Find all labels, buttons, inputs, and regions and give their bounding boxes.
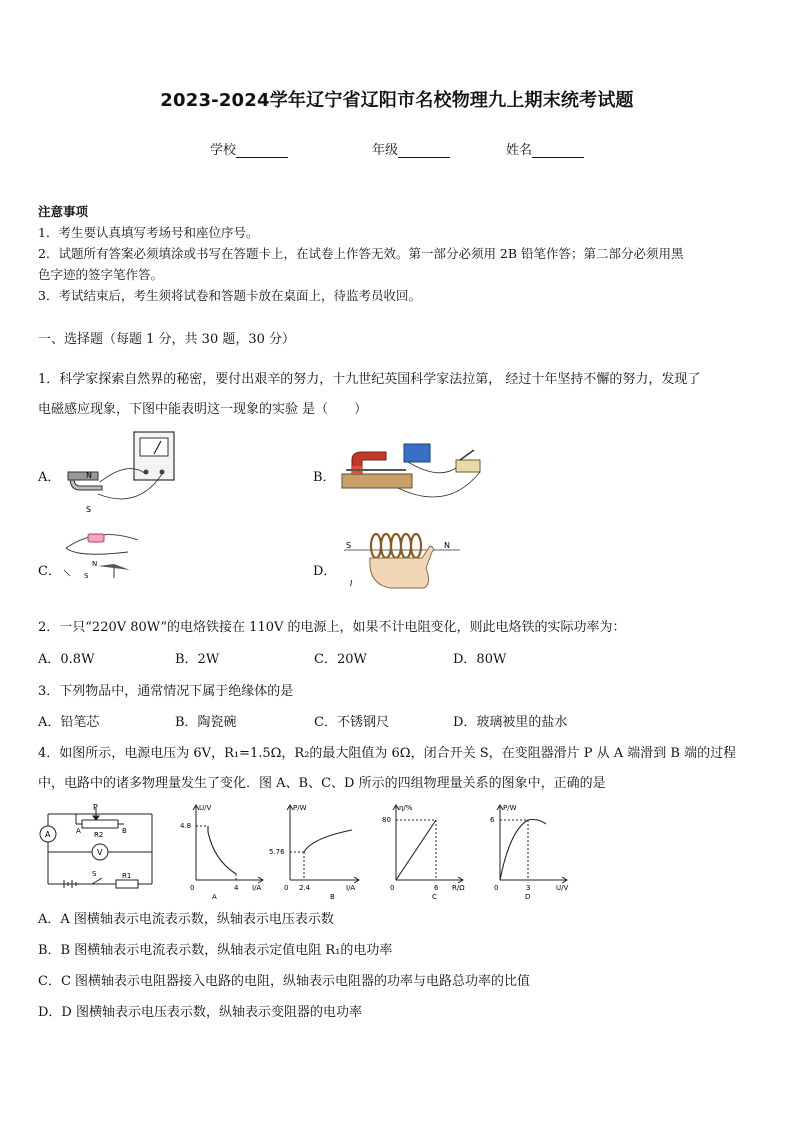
- section-heading: 一、选择题（每题 1 分，共 30 题，30 分）: [38, 332, 296, 347]
- ammeter-label: A: [45, 830, 51, 839]
- q4-stem-line2: 中，电路中的诸多物理量发生了变化．图 A、B、C、D 所示的四组物理量关系的图象中，正确的是: [38, 776, 606, 791]
- q3-stem: 3．下列物品中，通常情况下属于绝缘体的是: [38, 684, 294, 699]
- graph-d-origin: 0: [494, 884, 499, 892]
- q1-stem-line2: 电磁感应现象，下图中能表明这一现象的实验 是（ ）: [38, 402, 368, 417]
- graph-d-caption: D: [525, 893, 531, 900]
- graph-c-origin: 0: [390, 884, 395, 892]
- note-item: 色字迹的签字笔作答。: [38, 267, 164, 282]
- q3-option-b[interactable]: B．陶瓷碗: [175, 715, 237, 730]
- circuit-r1-label: R1: [122, 872, 132, 880]
- graph-b-ylabel: P/W: [293, 804, 307, 812]
- graph-c-ylabel: η/%: [399, 804, 413, 812]
- q2-option-a[interactable]: A．0.8W: [38, 652, 95, 667]
- q4-option-a[interactable]: A．A 图横轴表示电流表示数，纵轴表示电压表示数: [38, 912, 334, 927]
- graph-c-xtick: 6: [434, 884, 439, 892]
- graph-b-caption: B: [330, 893, 335, 900]
- q2-option-c[interactable]: C．20W: [314, 652, 367, 667]
- graph-a-caption: A: [212, 893, 217, 900]
- circuit-a-label: A: [76, 827, 81, 835]
- q2-option-b[interactable]: B．2W: [175, 652, 220, 667]
- q1-stem-line1: 1．科学家探索自然界的秘密，要付出艰辛的努力，十九世纪英国科学家法拉第， 经过十年坚持不懈的努力，发现了: [38, 372, 701, 387]
- circuit-r2-label: R2: [94, 831, 104, 839]
- q4-stem-line1: 4．如图所示，电源电压为 6V，R₁=1.5Ω，R₂的最大阻值为 6Ω，闭合开关 S，在变阻器滑片 P 从 A 端滑到 B 端的过程: [38, 746, 737, 761]
- name-field[interactable]: [506, 139, 584, 158]
- q4-graph-a: [178, 800, 274, 900]
- circuit-b-label: B: [122, 827, 127, 835]
- q1-option-d[interactable]: D．: [313, 564, 337, 579]
- note-item: 1．考生要认真填写考场号和座位序号。: [38, 225, 259, 240]
- coil-s-label: S: [346, 541, 352, 550]
- q1-figure-b: [338, 440, 488, 506]
- graph-d-ylabel: P/W: [503, 804, 517, 812]
- graph-a-xlabel: I/A: [252, 884, 262, 892]
- graph-b-origin: 0: [284, 884, 289, 892]
- q3-option-c[interactable]: C．不锈钢尺: [314, 715, 389, 730]
- circuit-s-label: S: [92, 870, 97, 878]
- q1-option-c[interactable]: C．: [38, 564, 61, 579]
- q4-option-c[interactable]: C．C 图横轴表示电阻器接入电路的电阻，纵轴表示电阻器的功率与电路总功率的比值: [38, 974, 531, 989]
- notes-heading: 注意事项: [38, 204, 89, 219]
- q4-circuit-diagram: [36, 800, 158, 892]
- graph-c-ytick: 80: [382, 816, 391, 824]
- q4-option-b[interactable]: B．B 图横轴表示电流表示数，纵轴表示定值电阻 R₁的电功率: [38, 943, 393, 958]
- graph-a-origin: 0: [190, 884, 195, 892]
- circuit-p-label: P: [93, 803, 98, 812]
- name-label: 姓名: [506, 143, 533, 158]
- graph-a-ylabel: U/V: [199, 804, 212, 812]
- grade-label: 年级: [372, 143, 399, 158]
- q1-figure-c: [58, 526, 158, 584]
- needle-s-label: S: [84, 572, 89, 580]
- q3-option-d[interactable]: D．玻璃被里的盐水: [453, 715, 568, 730]
- graph-b-xtick: 2.4: [299, 884, 311, 892]
- note-item: 2．试题所有答案必须填涂或书写在答题卡上，在试卷上作答无效。第一部分必须用 2B 铅笔作答；第二部分必须用黑: [38, 246, 684, 261]
- graph-b-ytick: 5.76: [269, 848, 285, 856]
- q1-figure-d: [340, 528, 464, 592]
- q3-option-a[interactable]: A．铅笔芯: [38, 715, 100, 730]
- voltmeter-label: V: [97, 848, 103, 857]
- note-item: 3．考试结束后，考生须将试卷和答题卡放在桌面上，待监考员收回。: [38, 288, 421, 303]
- svg-text:I: I: [350, 579, 353, 588]
- graph-d-xlabel: U/V: [556, 884, 569, 892]
- magnet-s-label: S: [86, 505, 92, 514]
- q2-option-d[interactable]: D．80W: [453, 652, 507, 667]
- graph-c-xlabel: R/Ω: [452, 884, 465, 892]
- q1-option-a[interactable]: A．: [38, 470, 61, 485]
- q4-option-d[interactable]: D．D 图横轴表示电压表示数，纵轴表示变阻器的电功率: [38, 1005, 362, 1020]
- graph-c-caption: C: [432, 893, 437, 900]
- graph-a-ytick: 4.8: [180, 822, 192, 830]
- q2-stem: 2．一只“220V 80W”的电烙铁接在 110V 的电源上，如果不计电阻变化，则此电烙铁的实际功率为：: [38, 620, 626, 635]
- graph-b-xlabel: I/A: [346, 884, 356, 892]
- coil-n-label: N: [444, 541, 450, 550]
- q1-option-b[interactable]: B．: [313, 470, 336, 485]
- graph-d-xtick: 3: [526, 884, 531, 892]
- page-title: 2023-2024学年辽宁省辽阳市名校物理九上期末统考试题: [160, 90, 634, 111]
- notes-block: [38, 201, 684, 306]
- q4-graph-b: [268, 800, 364, 900]
- q4-graph-c: [378, 800, 474, 900]
- graph-d-ytick: 6: [490, 816, 495, 824]
- q1-figure-a: [58, 430, 178, 514]
- school-label: 学校: [210, 143, 237, 158]
- needle-n-label: N: [92, 560, 98, 568]
- magnet-n-label: N: [86, 471, 92, 480]
- grade-field[interactable]: [372, 139, 450, 158]
- graph-a-xtick: 4: [234, 884, 239, 892]
- school-field[interactable]: [210, 139, 288, 158]
- q4-graph-d: [482, 800, 578, 900]
